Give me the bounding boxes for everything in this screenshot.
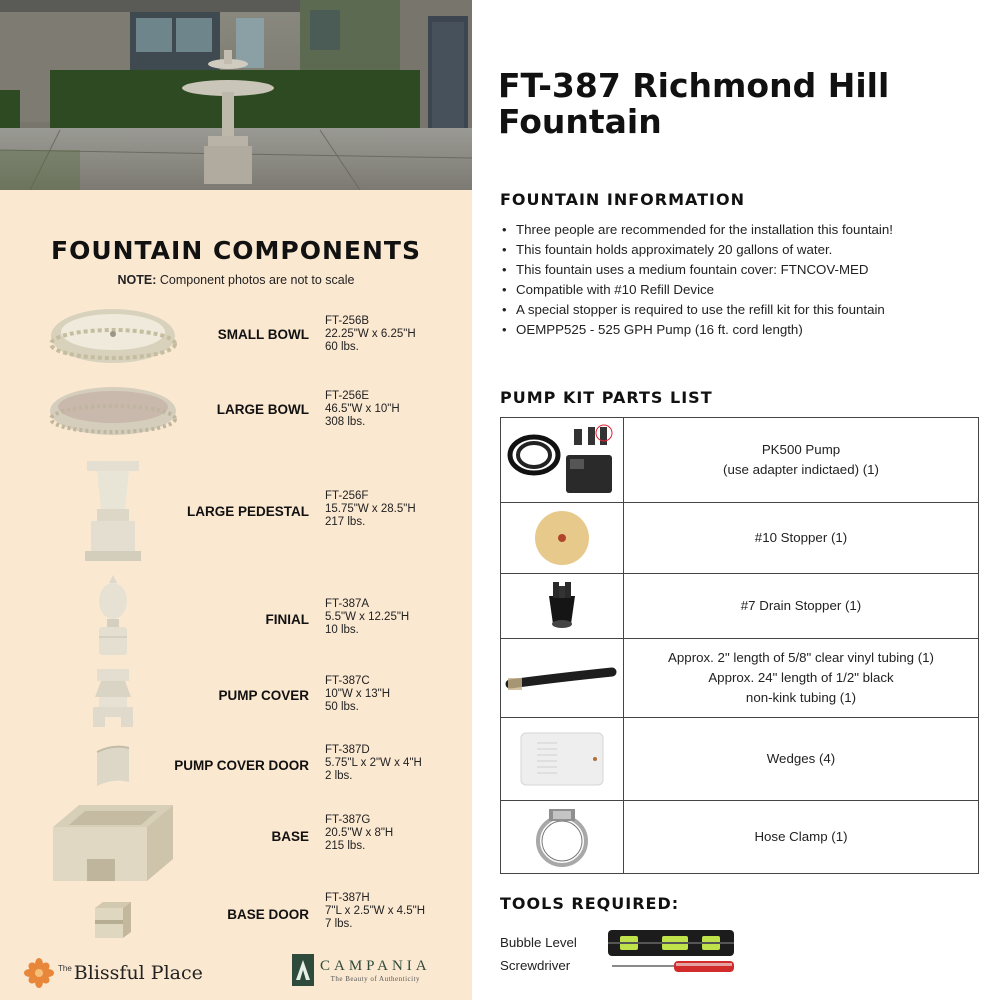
large-pedestal-image — [40, 458, 185, 564]
info-bullet: • Compatible with #10 Refill Device — [500, 280, 990, 300]
info-bullet: • This fountain uses a medium fountain cover: FTNCOV-MED — [500, 260, 990, 280]
component-name: LARGE BOWL — [216, 402, 309, 417]
component-dims: 22.25"W x 6.25"H — [325, 328, 416, 340]
blissful-place-logo — [24, 958, 203, 988]
component-info — [325, 675, 390, 714]
components-note — [0, 273, 472, 287]
component-weight: 7 lbs. — [325, 918, 353, 930]
component-info — [325, 490, 416, 529]
component-base-door — [0, 892, 472, 946]
tools-heading: TOOLS REQUIRED: — [500, 894, 680, 913]
info-bullet: • A special stopper is required to use the refill kit for this fountain — [500, 300, 990, 320]
component-dims: 5.75"L x 2"W x 4"H — [325, 757, 422, 769]
info-heading: FOUNTAIN INFORMATION — [500, 190, 745, 209]
drain-stopper-desc — [624, 574, 979, 639]
bubble-level-icon — [606, 928, 736, 958]
hose-clamp-desc — [624, 801, 979, 874]
component-weight: 2 lbs. — [325, 770, 353, 782]
component-weight: 308 lbs. — [325, 416, 366, 428]
components-heading: FOUNTAIN COMPONENTS — [51, 236, 421, 265]
wedges-image — [501, 718, 624, 801]
component-weight: 10 lbs. — [325, 624, 359, 636]
component-sku: FT-387A — [325, 598, 370, 610]
component-sku: FT-256F — [325, 490, 369, 502]
component-sku: FT-387C — [325, 675, 370, 687]
campania-mark-icon — [292, 954, 314, 986]
component-dims: 46.5"W x 10"H — [325, 403, 400, 415]
component-weight: 217 lbs. — [325, 516, 366, 528]
component-name: SMALL BOWL — [217, 327, 309, 342]
component-dims: 7"L x 2.5"W x 4.5"H — [325, 905, 426, 917]
note-label: NOTE: — [117, 273, 157, 287]
drain-stopper-image — [501, 574, 624, 639]
tubing-desc — [624, 639, 979, 718]
table-row — [501, 574, 979, 639]
base-door-image — [40, 896, 185, 946]
part-line: #7 Drain Stopper (1) — [740, 598, 862, 613]
component-pump-cover-door — [0, 740, 472, 790]
pump-cover-door-image — [40, 740, 185, 790]
part-line: (use adapter indictaed) (1) — [723, 462, 879, 477]
component-sku: FT-387H — [325, 892, 370, 904]
part-line: Approx. 24" length of 1/2" black — [708, 670, 894, 685]
tool-item: Bubble Level — [500, 935, 577, 950]
pump-desc — [624, 418, 979, 503]
hero-fountain-photo — [0, 0, 472, 190]
campania-logo — [292, 954, 431, 986]
component-large-bowl — [0, 382, 472, 440]
table-row — [501, 639, 979, 718]
campania-name: CAMPANIA — [320, 957, 431, 974]
component-dims: 10"W x 13"H — [325, 688, 391, 700]
tools-list — [500, 931, 577, 977]
blissful-name: Blissful Place — [73, 962, 203, 984]
info-bullet: • Three people are recommended for the installation this fountain! — [500, 220, 990, 240]
table-row — [501, 801, 979, 874]
hose-clamp-image — [501, 801, 624, 874]
part-line: PK500 Pump — [761, 442, 841, 457]
page-title: FT-387 Richmond Hill Fountain — [498, 66, 890, 141]
component-info — [325, 814, 393, 853]
component-large-pedestal — [0, 458, 472, 564]
finial-image — [40, 572, 185, 658]
tool-item: Screwdriver — [500, 958, 571, 973]
component-weight: 215 lbs. — [325, 840, 366, 852]
component-name: BASE — [271, 829, 309, 844]
component-dims: 5.5"W x 12.25"H — [325, 611, 410, 623]
component-pump-cover — [0, 666, 472, 730]
part-line: Approx. 2" length of 5/8" clear vinyl tubing (1) — [668, 650, 934, 665]
part-line: non-kink tubing (1) — [745, 690, 857, 705]
stopper-image — [501, 503, 624, 574]
component-name: FINIAL — [265, 612, 309, 627]
component-dims: 20.5"W x 8"H — [325, 827, 394, 839]
components-panel — [0, 0, 472, 1000]
component-dims: 15.75"W x 28.5"H — [325, 503, 416, 515]
component-small-bowl — [0, 305, 472, 367]
component-sku: FT-387D — [325, 744, 370, 756]
pump-image — [501, 418, 624, 503]
component-name: PUMP COVER DOOR — [174, 758, 309, 773]
pump-kit-heading: PUMP KIT PARTS LIST — [500, 388, 713, 407]
small-bowl-image — [40, 305, 185, 367]
component-name: BASE DOOR — [227, 907, 309, 922]
component-info — [325, 598, 409, 637]
component-base — [0, 800, 472, 888]
component-name: PUMP COVER — [218, 688, 309, 703]
note-text: Component photos are not to scale — [159, 273, 355, 287]
component-sku: FT-387G — [325, 814, 371, 826]
pump-kit-table — [500, 417, 979, 874]
info-bullet: • OEMPP525 - 525 GPH Pump (16 ft. cord length) — [500, 320, 990, 340]
part-line: Hose Clamp (1) — [754, 829, 848, 844]
info-list — [500, 220, 990, 340]
large-bowl-image — [40, 382, 185, 440]
component-info — [325, 892, 425, 931]
screwdriver-icon — [610, 956, 736, 976]
table-row — [501, 718, 979, 801]
tubing-image — [501, 639, 624, 718]
component-weight: 50 lbs. — [325, 701, 359, 713]
component-sku: FT-256B — [325, 315, 370, 327]
component-info — [325, 744, 422, 783]
pump-cover-image — [40, 666, 185, 730]
flower-icon — [24, 958, 54, 988]
blissful-the: The — [58, 963, 72, 973]
component-name: LARGE PEDESTAL — [186, 504, 309, 519]
component-info — [325, 315, 416, 354]
campania-tagline: The Beauty of Authenticity — [330, 974, 421, 983]
info-bullet: • This fountain holds approximately 20 gallons of water. — [500, 240, 990, 260]
component-sku: FT-256E — [325, 390, 370, 402]
component-info — [325, 390, 400, 429]
table-row — [501, 418, 979, 503]
table-row — [501, 503, 979, 574]
component-finial — [0, 572, 472, 658]
base-image — [40, 800, 185, 888]
stopper-desc — [624, 503, 979, 574]
part-line: Wedges (4) — [766, 751, 836, 766]
part-line: #10 Stopper (1) — [754, 530, 848, 545]
component-weight: 60 lbs. — [325, 341, 359, 353]
wedges-desc — [624, 718, 979, 801]
